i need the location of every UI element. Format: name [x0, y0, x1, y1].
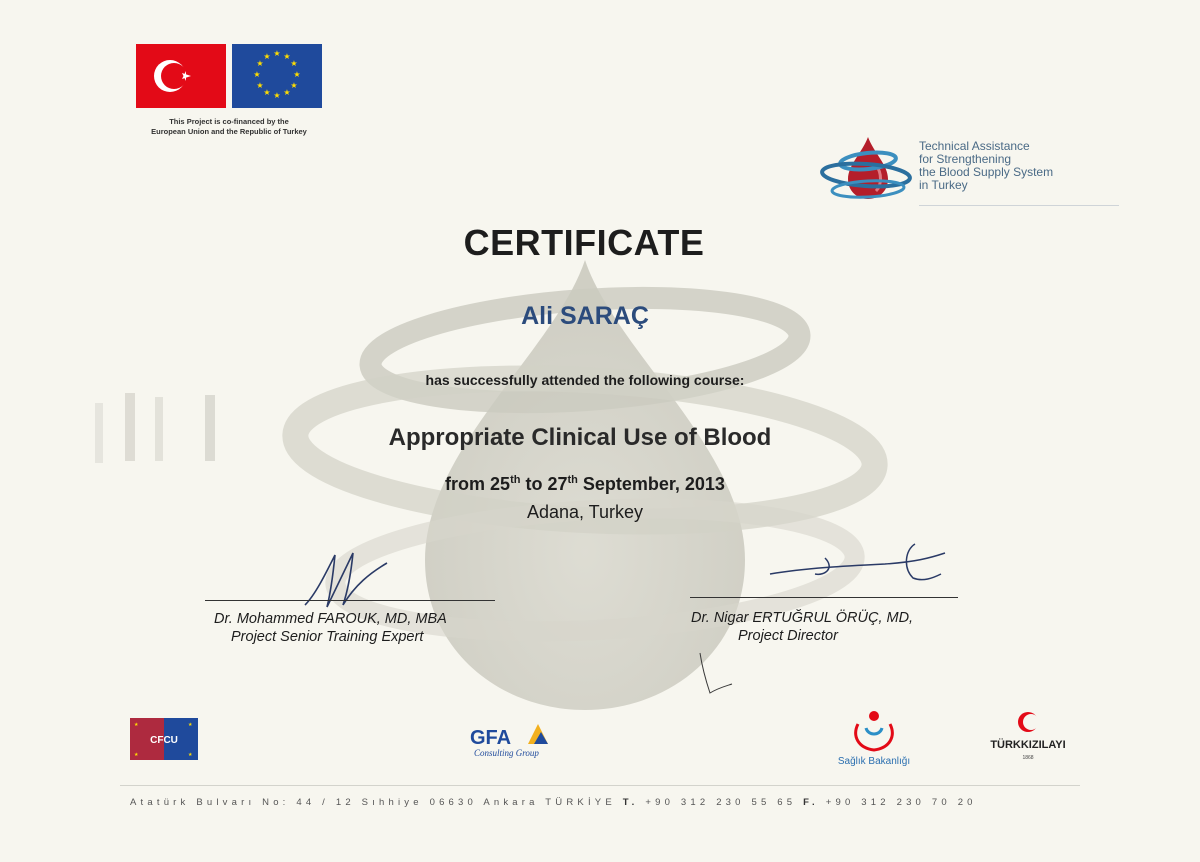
course-location: Adana, Turkey — [526, 502, 644, 522]
initial-mark — [690, 648, 740, 698]
project-logo-rule — [919, 205, 1119, 206]
course-title: Appropriate Clinical Use of Blood — [388, 424, 772, 451]
cofinance-line-1: This Project is co-financed by the — [169, 117, 289, 126]
svg-text:★: ★ — [253, 70, 261, 79]
project-title-line: for Strengthening — [919, 152, 1012, 166]
turkey-eu-flags-logo — [136, 44, 322, 110]
turk-kizilayi-logo — [980, 708, 1076, 764]
footer-fax-label: F. — [803, 797, 819, 808]
gfa-logo — [466, 718, 566, 764]
project-title-line: in Turkey — [919, 178, 968, 192]
svg-text:★: ★ — [256, 59, 264, 68]
saglik-bakanligi-logo — [828, 706, 920, 768]
svg-text:★: ★ — [293, 70, 301, 79]
svg-text:★: ★ — [290, 81, 298, 90]
recipient-name: Ali SARAÇ — [521, 302, 649, 330]
svg-text:★: ★ — [273, 49, 281, 58]
dates-suffix: September, 2013 — [577, 474, 725, 494]
svg-text:★: ★ — [263, 88, 271, 97]
svg-text:★: ★ — [134, 722, 139, 728]
signer-left-name: Dr. Mohammed FAROUK, MD, MBA — [214, 611, 447, 627]
kizilay-year: 1868 — [1022, 755, 1034, 761]
footer-tel-label: T. — [622, 797, 639, 808]
svg-text:★: ★ — [188, 722, 193, 728]
course-dates — [0, 474, 1170, 495]
blood-supply-project-title — [919, 140, 1119, 192]
signer-left-role: Project Senior Training Expert — [231, 629, 424, 645]
footer-address: Atatürk Bulvarı No: 44 / 12 Sıhhiye 06630 Ankara TÜRKİYE — [130, 797, 616, 808]
signature-line-left — [205, 600, 495, 601]
cfcu-logo — [130, 718, 198, 760]
gfa-logo-subtitle: Consulting Group — [474, 748, 539, 758]
svg-text:★: ★ — [283, 88, 291, 97]
certificate-title: CERTIFICATE — [463, 222, 705, 263]
signature-farouk — [295, 545, 395, 615]
footer-rule — [120, 785, 1080, 786]
blood-supply-project-logo — [818, 135, 918, 205]
cofinance-line-2: European Union and the Republic of Turkey — [151, 127, 307, 136]
svg-text:★: ★ — [283, 52, 291, 61]
footer-contact — [130, 797, 977, 808]
attendance-statement: has successfully attended the following course: — [425, 372, 745, 388]
signature-line-right — [690, 597, 958, 598]
dates-sup-2: th — [567, 474, 578, 486]
gfa-logo-text: GFA — [470, 727, 512, 749]
svg-text:★: ★ — [134, 752, 139, 758]
svg-text:★: ★ — [256, 81, 264, 90]
kizilay-logo-text: TÜRKKIZILAYI — [990, 739, 1066, 751]
dates-prefix: from 25 — [445, 474, 511, 494]
svg-text:★: ★ — [263, 52, 271, 61]
project-title-line: Technical Assistance — [919, 139, 1030, 153]
saglik-logo-text: Sağlık Bakanlığı — [837, 756, 911, 767]
footer-fax: +90 312 230 70 20 — [825, 797, 977, 808]
dates-mid: to 27 — [520, 474, 568, 494]
dates-sup-1: th — [510, 474, 521, 486]
project-title-line: the Blood Supply System — [919, 165, 1054, 179]
signature-oruc — [765, 538, 965, 588]
footer-tel: +90 312 230 55 65 — [645, 797, 797, 808]
svg-text:★: ★ — [273, 91, 281, 100]
cofinance-note — [124, 117, 334, 137]
cfcu-logo-text: CFCU — [150, 735, 178, 746]
svg-text:★: ★ — [290, 59, 298, 68]
signer-right-role: Project Director — [738, 628, 838, 644]
signer-right-name: Dr. Nigar ERTUĞRUL ÖRÜÇ, MD, — [691, 610, 914, 626]
svg-text:★: ★ — [188, 752, 193, 758]
